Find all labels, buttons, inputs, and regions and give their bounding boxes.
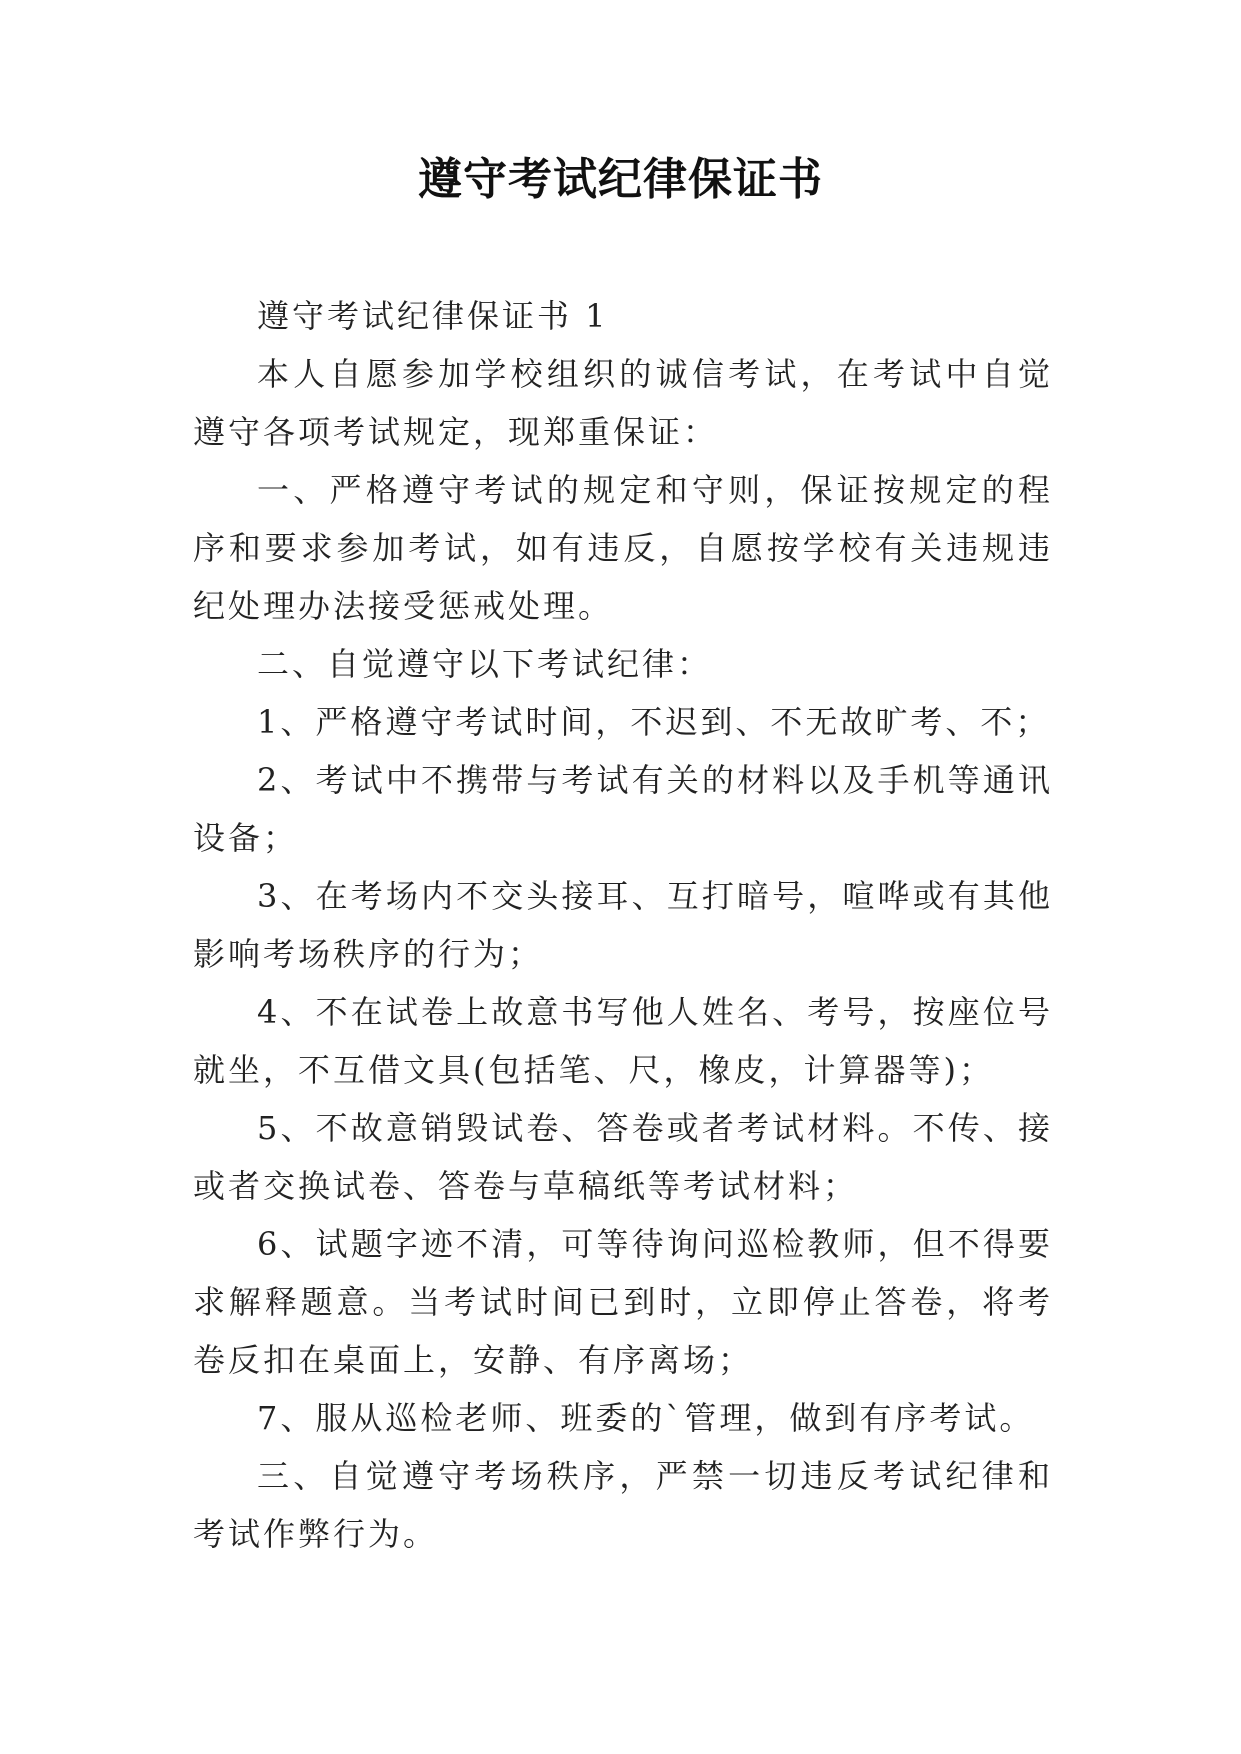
paragraph-item-2: 2、考试中不携带与考试有关的材料以及手机等通讯设备； <box>193 761 1053 857</box>
paragraph-item-7: 7、服从巡检老师、班委的`管理，做到有序考试。 <box>257 1399 1035 1437</box>
paragraph-item-4: 4、不在试卷上故意书写他人姓名、考号，按座位号就坐，不互借文具(包括笔、尺，橡皮，计算器等)； <box>193 993 1053 1089</box>
paragraph-item-1: 1、严格遵守考试时间，不迟到、不无故旷考、不； <box>257 703 1051 741</box>
paragraph-section-one: 一、严格遵守考试的规定和守则，保证按规定的程序和要求参加考试，如有违反，自愿按学校有关违规违纪处理办法接受惩戒处理。 <box>193 471 1053 625</box>
paragraph-intro: 本人自愿参加学校组织的诚信考试，在考试中自觉遵守各项考试规定，现郑重保证： <box>193 355 1053 451</box>
paragraph-section-two: 二、自觉遵守以下考试纪律： <box>257 645 713 683</box>
paragraph-item-3: 3、在考场内不交头接耳、互打暗号，喧哗或有其他影响考场秩序的行为； <box>193 877 1053 973</box>
paragraph-item-6: 6、试题字迹不清，可等待询问巡检教师，但不得要求解释题意。当考试时间已到时，立即停止答卷，将考卷反扣在桌面上，安静、有序离场； <box>193 1225 1053 1379</box>
document-body <box>193 287 1053 1563</box>
paragraph-subtitle: 遵守考试纪律保证书 1 <box>257 297 609 335</box>
document-title: 遵守考试纪律保证书 <box>418 154 823 205</box>
paragraph-section-three: 三、自觉遵守考场秩序，严禁一切违反考试纪律和考试作弊行为。 <box>193 1457 1053 1553</box>
paragraph-item-5: 5、不故意销毁试卷、答卷或者考试材料。不传、接或者交换试卷、答卷与草稿纸等考试材料； <box>193 1109 1053 1205</box>
